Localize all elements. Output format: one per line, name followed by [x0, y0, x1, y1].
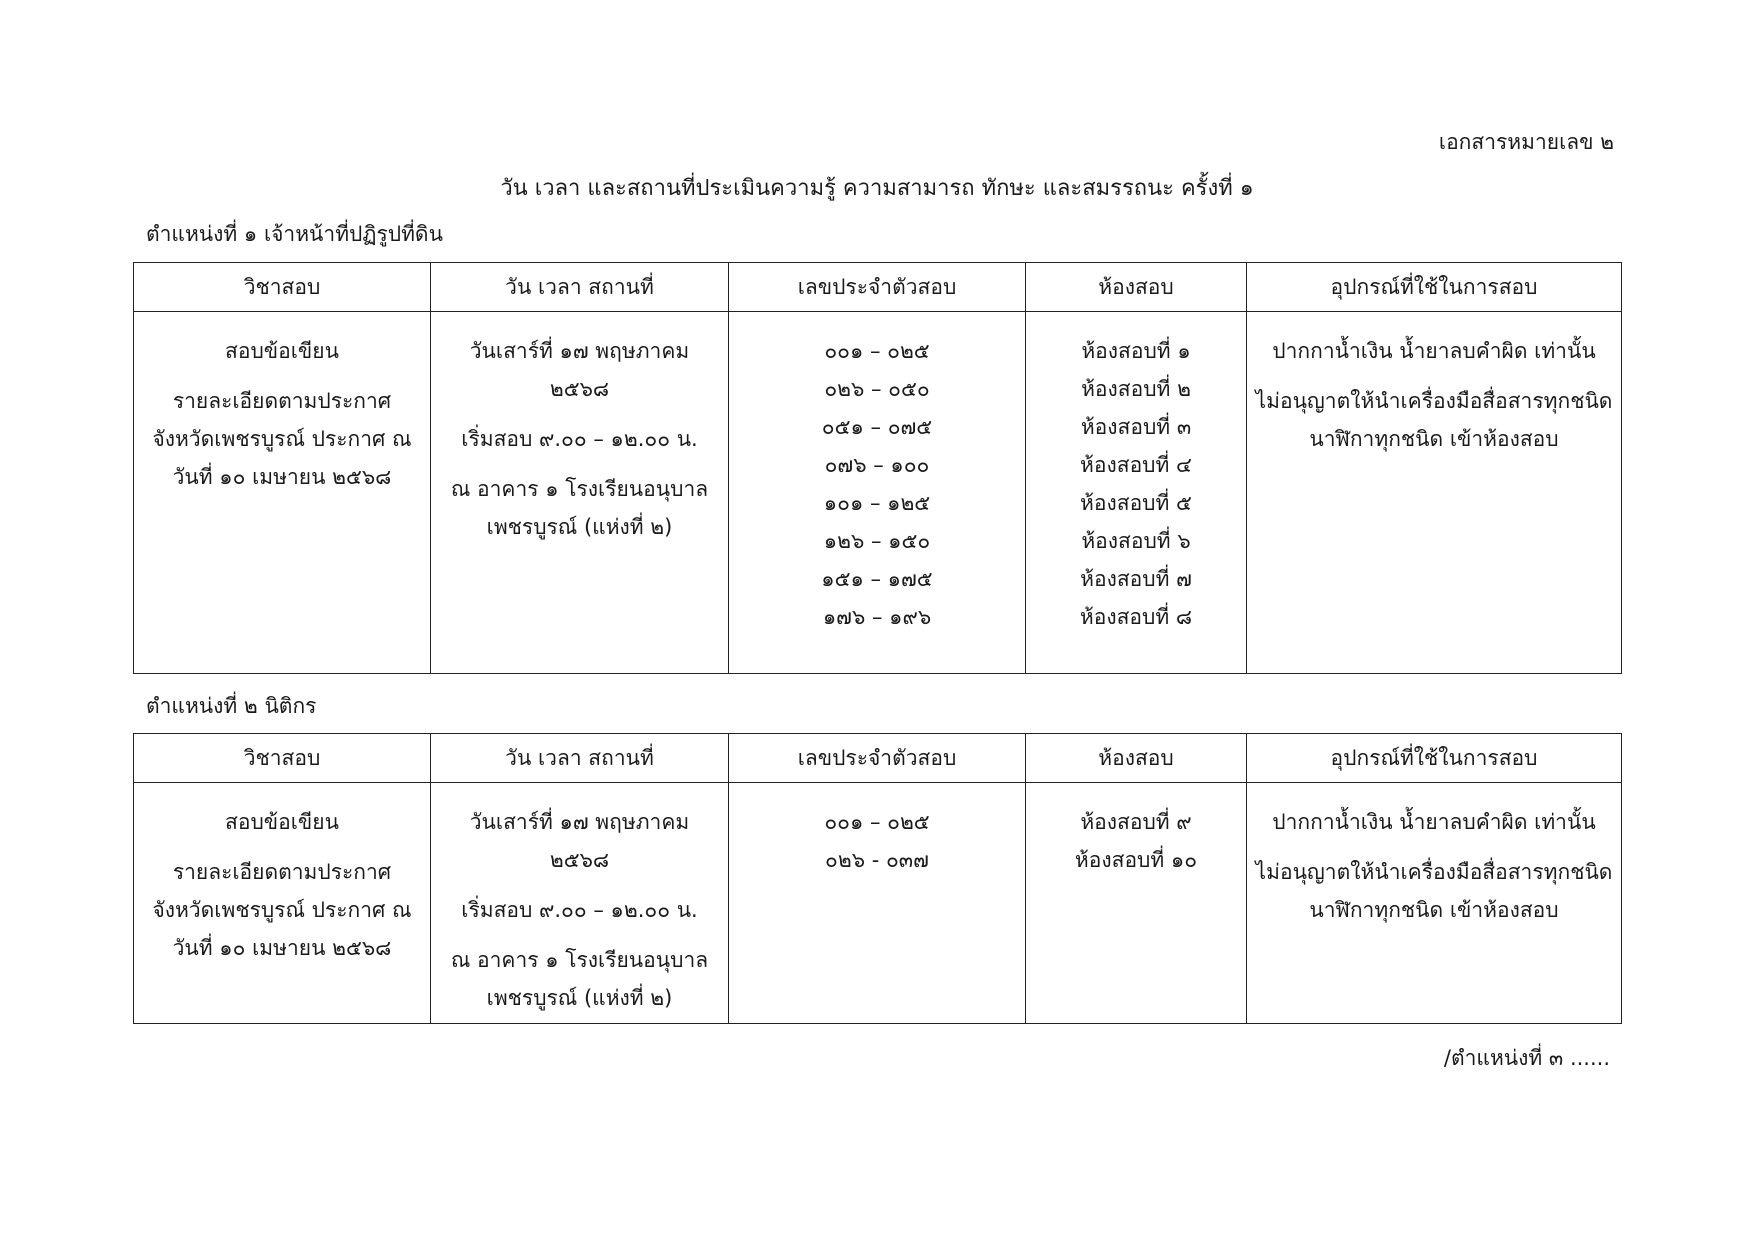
id-range: ๐๐๑ – ๐๒๕ [824, 339, 930, 363]
table-row [134, 312, 1622, 674]
room-label: ห้องสอบที่ ๑ [1081, 339, 1191, 363]
subject-detail: รายละเอียดตามประกาศ [172, 860, 392, 884]
exam-place: ณ อาคาร ๑ โรงเรียนอนุบาล [450, 948, 709, 972]
header-equipment: อุปกรณ์ที่ใช้ในการสอบ [1247, 263, 1622, 312]
table-header-row [134, 263, 1622, 312]
exam-date-year: ๒๕๖๘ [549, 377, 610, 401]
room-label: ห้องสอบที่ ๖ [1081, 529, 1191, 553]
exam-place: ณ อาคาร ๑ โรงเรียนอนุบาล [450, 477, 709, 501]
header-room: ห้องสอบ [1026, 734, 1247, 783]
exam-date: วันเสาร์ที่ ๑๗ พฤษภาคม [469, 810, 690, 834]
id-range: ๑๐๑ – ๑๒๕ [823, 491, 931, 515]
position-heading: ตำแหน่งที่ ๒ นิติกร [146, 694, 317, 718]
room-label: ห้องสอบที่ ๘ [1079, 605, 1193, 629]
subject-detail: รายละเอียดตามประกาศ [172, 389, 392, 413]
table-row [134, 783, 1622, 1024]
equipment-pen: ปากกาน้ำเงิน น้ำยาลบคำผิด เท่านั้น [1272, 810, 1596, 834]
header-room: ห้องสอบ [1026, 263, 1247, 312]
room-cell [1026, 783, 1247, 1024]
id-range: ๐๕๑ – ๐๗๕ [821, 415, 933, 439]
subject-detail: วันที่ ๑๐ เมษายน ๒๕๖๘ [172, 465, 392, 489]
id-range: ๐๗๖ – ๑๐๐ [824, 453, 930, 477]
room-cell [1026, 312, 1247, 674]
exam-date: วันเสาร์ที่ ๑๗ พฤษภาคม [469, 339, 690, 363]
header-datetime-place: วัน เวลา สถานที่ [431, 263, 729, 312]
exam-time: เริ่มสอบ ๙.๐๐ – ๑๒.๐๐ น. [461, 427, 698, 451]
room-label: ห้องสอบที่ ๗ [1080, 567, 1192, 591]
id-range: ๑๗๖ – ๑๙๖ [822, 605, 932, 629]
header-id-range: เลขประจำตัวสอบ [729, 263, 1026, 312]
equipment-rule: ไม่อนุญาตให้นำเครื่องมือสื่อสารทุกชนิด [1255, 389, 1613, 413]
subject-detail: จังหวัดเพชรบูรณ์ ประกาศ ณ [152, 898, 412, 922]
equipment-rule: นาฬิกาทุกชนิด เข้าห้องสอบ [1309, 427, 1559, 451]
exam-schedule-table [133, 733, 1622, 1024]
subject-title: สอบข้อเขียน [225, 339, 339, 363]
page-title: วัน เวลา และสถานที่ประเมินความรู้ ความสามารถ ทักษะ และสมรรถนะ ครั้งที่ ๑ [500, 176, 1254, 201]
room-label: ห้องสอบที่ ๓ [1080, 415, 1192, 439]
id-range: ๑๒๖ – ๑๕๐ [823, 529, 931, 553]
id-range-cell [729, 312, 1026, 674]
room-label: ห้องสอบที่ ๒ [1081, 377, 1191, 401]
datetime-place-cell [431, 312, 729, 674]
exam-place: เพชรบูรณ์ (แห่งที่ ๒) [486, 515, 673, 539]
header-id-range: เลขประจำตัวสอบ [729, 734, 1026, 783]
header-equipment: อุปกรณ์ที่ใช้ในการสอบ [1247, 734, 1622, 783]
room-label: ห้องสอบที่ ๔ [1080, 453, 1192, 477]
id-range: ๐๒๖ - ๐๓๗ [825, 848, 929, 872]
next-page-note: /ตำแหน่งที่ ๓ ...... [1443, 1046, 1610, 1070]
equipment-rule: นาฬิกาทุกชนิด เข้าห้องสอบ [1309, 898, 1559, 922]
subject-cell [134, 312, 431, 674]
exam-time: เริ่มสอบ ๙.๐๐ – ๑๒.๐๐ น. [461, 898, 698, 922]
datetime-place-cell [431, 783, 729, 1024]
id-range: ๑๕๑ – ๑๗๕ [821, 567, 933, 591]
subject-title: สอบข้อเขียน [225, 810, 339, 834]
table-header-row [134, 734, 1622, 783]
equipment-cell [1247, 783, 1622, 1024]
header-datetime-place: วัน เวลา สถานที่ [431, 734, 729, 783]
subject-cell [134, 783, 431, 1024]
exam-schedule-table [133, 262, 1622, 674]
exam-date-year: ๒๕๖๘ [549, 848, 610, 872]
subject-detail: จังหวัดเพชรบูรณ์ ประกาศ ณ [152, 427, 412, 451]
room-label: ห้องสอบที่ ๙ [1080, 810, 1192, 834]
id-range: ๐๒๖ – ๐๕๐ [824, 377, 930, 401]
header-subject: วิชาสอบ [134, 263, 431, 312]
equipment-cell [1247, 312, 1622, 674]
room-label: ห้องสอบที่ ๑๐ [1074, 848, 1198, 872]
id-range-cell [729, 783, 1026, 1024]
subject-detail: วันที่ ๑๐ เมษายน ๒๕๖๘ [172, 936, 392, 960]
position-heading: ตำแหน่งที่ ๑ เจ้าหน้าที่ปฏิรูปที่ดิน [146, 222, 443, 246]
equipment-pen: ปากกาน้ำเงิน น้ำยาลบคำผิด เท่านั้น [1272, 339, 1596, 363]
document-number: เอกสารหมายเลข ๒ [1438, 130, 1614, 154]
equipment-rule: ไม่อนุญาตให้นำเครื่องมือสื่อสารทุกชนิด [1255, 860, 1613, 884]
exam-place: เพชรบูรณ์ (แห่งที่ ๒) [486, 986, 673, 1010]
id-range: ๐๐๑ – ๐๒๕ [824, 810, 930, 834]
header-subject: วิชาสอบ [134, 734, 431, 783]
room-label: ห้องสอบที่ ๕ [1080, 491, 1192, 515]
